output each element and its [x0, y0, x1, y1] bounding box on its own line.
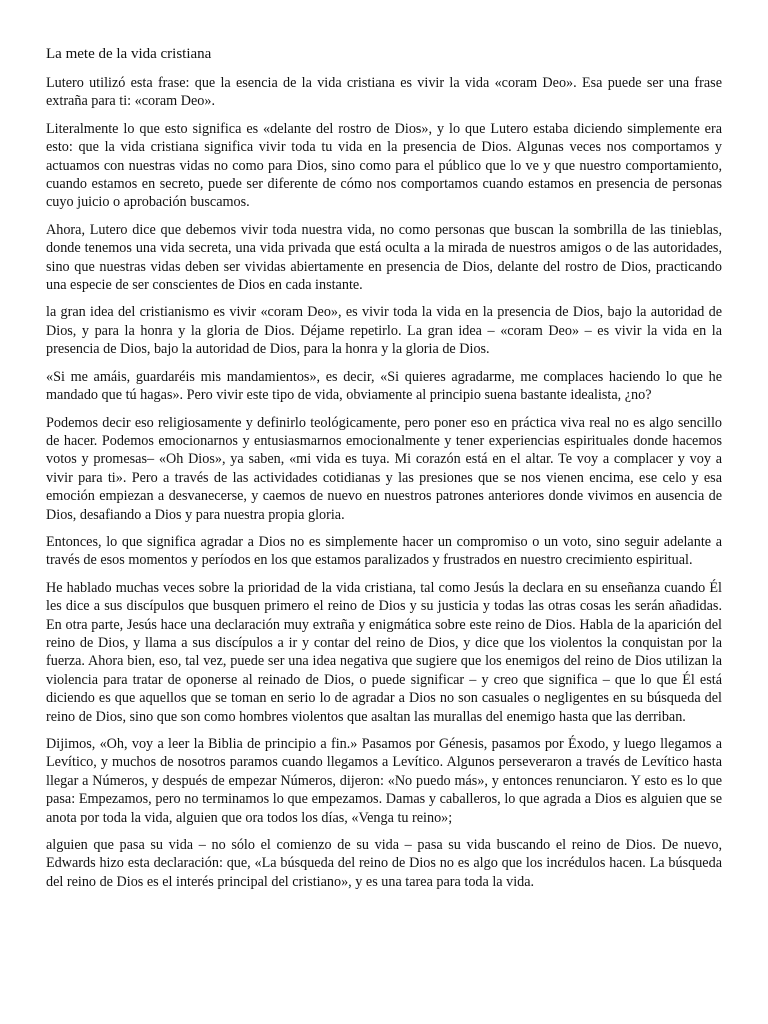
paragraph-8: He hablado muchas veces sobre la prioridad de la vida cristiana, tal como Jesús la declara en su enseñanza cuando Él les dice a sus discípulos que busquen primero el reino de Dios y su justicia y todas las otras cosas les serán añadidas. En otra parte, Jesús hace una declaración muy extraña y enigmática sobre este reino de Dios. Habla de la aparición del reino de Dios, y llama a sus discípulos a ir y contar del reino de Dios, y dice que los violentos la conquistan por la fuerza. Ahora bien, eso, tal vez, puede ser una idea negativa que sugiere que los enemigos del reino de Dios utilizan la violencia para tratar de oponerse al reinado de Dios, o puede significar – y creo que significa – que lo que Él está diciendo es que aquellos que se toman en serio lo de agradar a Dios no son casuales o negligentes en su búsqueda del reino de Dios, sino que son como hombres violentos que asaltan las murallas del enemigo hasta que las derriban. [46, 579, 722, 725]
paragraph-4: la gran idea del cristianismo es vivir «coram Deo», es vivir toda la vida en la presencia de Dios, bajo la autoridad de Dios, y para la honra y la gloria de Dios. Déjame repetirlo. La gran idea – «coram Deo» – es vivir la vida en la presencia de Dios, bajo la autoridad de Dios, para la honra y la gloria de Dios. [46, 304, 722, 358]
paragraph-10: alguien que pasa su vida – no sólo el comienzo de su vida – pasa su vida buscando el reino de Dios. De nuevo, Edwards hizo esta declaración: que, «La búsqueda del reino de Dios no es algo que los incrédulos hacen. La búsqueda del reino de Dios es el interés principal del cristiano», y es una tarea para toda la vida. [46, 837, 722, 890]
paragraph-1: Lutero utilizó esta frase: que la esencia de la vida cristiana es vivir la vida «coram Deo». Esa puede ser una frase extraña para ti: «coram Deo». [46, 75, 722, 110]
paragraph-9: Dijimos, «Oh, voy a leer la Biblia de principio a fin.» Pasamos por Génesis, pasamos por Éxodo, y luego llegamos a Levítico, y muchos de nosotros paramos cuando llegamos a Levítico. Algunos perseveraron a través de Levítico hasta llegar a Números, y después de empezar Números, dijeron: «No puedo más», y entonces renunciaron. Y esto es lo que pasa: Empezamos, pero no terminamos lo que empezamos. Damas y caballeros, lo que agrada a Dios es alguien que se anota por toda la vida, alguien que ora todos los días, «Venga tu reino»; [46, 736, 722, 826]
paragraph-7: Entonces, lo que significa agradar a Dios no es simplemente hacer un compromiso o un voto, sino seguir adelante a través de esos momentos y períodos en los que estamos paralizados y frustrados en nuestro crecimiento espiritual. [46, 533, 722, 569]
paragraph-2: Literalmente lo que esto significa es «delante del rostro de Dios», y lo que Lutero estaba diciendo simplemente era esto: que la vida cristiana significa vivir toda tu vida en la presencia de Dios. Algunas veces nos comportamos y actuamos con nuestras vidas no como para Dios, sino como para el público que lo ve y que nuestro comportamiento, cuando estamos en secreto, puede ser diferente de cómo nos comportamos cuando estamos en presencia de personas cuyo juicio o aprobación buscamos. [46, 120, 722, 211]
paragraph-3: Ahora, Lutero dice que debemos vivir toda nuestra vida, no como personas que buscan la sombrilla de las tinieblas, donde tenemos una vida secreta, una vida privada que está oculta a la mirada de nuestros amigos o de las autoridades, sino que nuestras vidas deben ser vividas abiertamente en presencia de Dios, delante del rostro de Dios, practicando una especie de ser conscientes de Dios en cada instante. [46, 221, 722, 294]
paragraph-6: Podemos decir eso religiosamente y definirlo teológicamente, pero poner eso en práctica viva real no es algo sencillo de hacer. Podemos emocionarnos y entusiasmarnos emocionalmente y tener experiencias espirituales donde hacemos votos y promesas– «Oh Dios», ya saben, «mi vida es tuya. Mi corazón está en el altar. Te voy a complacer y voy a vivir para ti». Pero a través de las actividades cotidianas y las presiones que se nos vienen encima, ese celo y esa emoción empiezan a desvanecerse, y caemos de nuevo en nuestros patrones anteriores donde vivimos en ausencia de Dios, desafiando a Dios y para nuestra propia gloria. [46, 414, 722, 523]
document-title: La mete de la vida cristiana [46, 46, 212, 62]
paragraph-5: «Si me amáis, guardaréis mis mandamientos», es decir, «Si quieres agradarme, me complaces haciendo lo que he mandado que tú hagas». Pero vivir este tipo de vida, obviamente al principio suena bastante idealista, ¿no? [46, 368, 722, 404]
document-page [46, 45, 722, 900]
